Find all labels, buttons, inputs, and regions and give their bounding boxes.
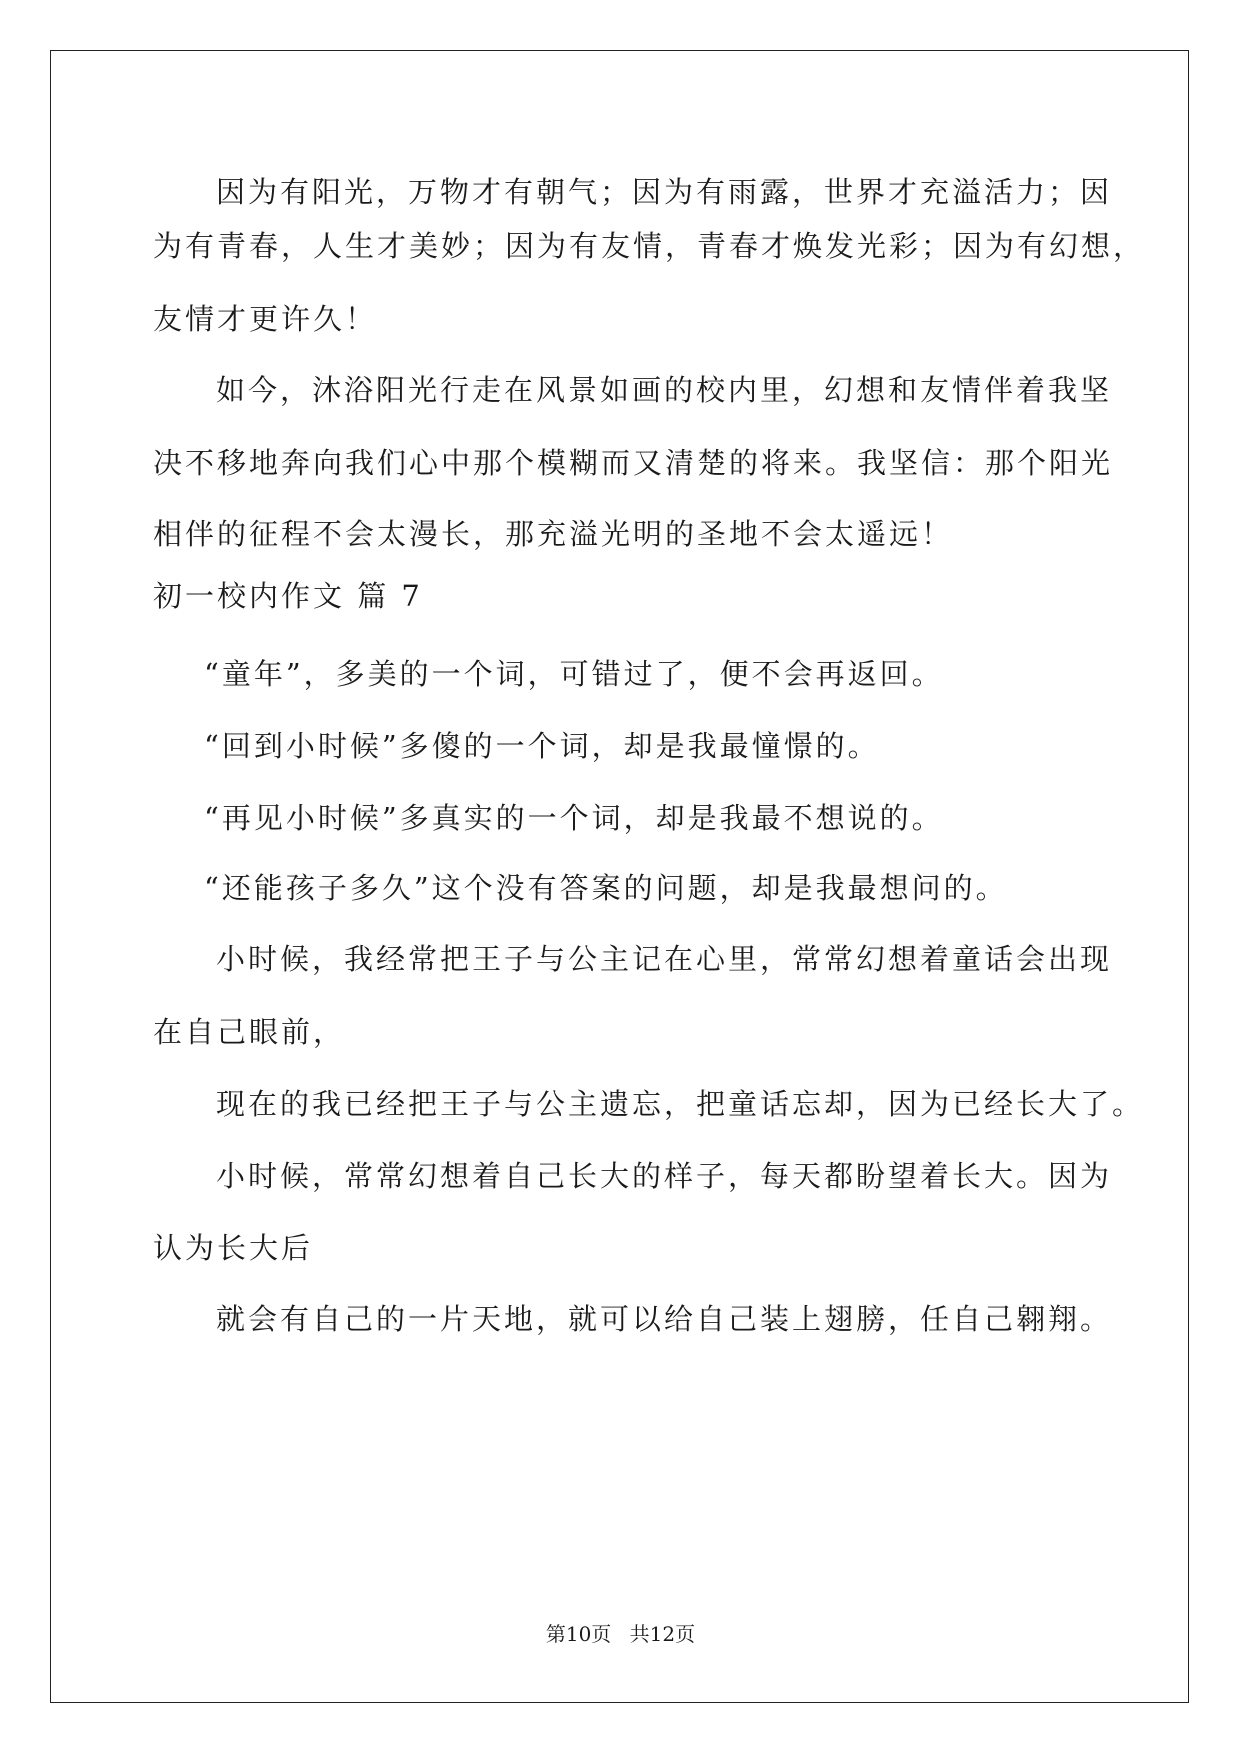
paragraph-line: 小时候，我经常把王子与公主记在心里，常常幻想着童话会出现 bbox=[216, 942, 1113, 976]
paragraph-line: 在自己眼前， bbox=[153, 1015, 346, 1049]
section-heading: 初一校内作文 篇 7 bbox=[153, 579, 423, 613]
paragraph-line: “再见小时候”多真实的一个词，却是我最不想说的。 bbox=[204, 801, 944, 835]
paragraph-line: 因为有阳光，万物才有朝气；因为有雨露，世界才充溢活力；因 bbox=[216, 175, 1113, 209]
paragraph-line: “还能孩子多久”这个没有答案的问题，却是我最想问的。 bbox=[204, 871, 1008, 905]
paragraph-line: 相伴的征程不会太漫长，那充溢光明的圣地不会太遥远！ bbox=[153, 517, 954, 551]
paragraph-line: 现在的我已经把王子与公主遗忘，把童话忘却，因为已经长大了。 bbox=[216, 1087, 1145, 1121]
paragraph-line: 为有青春，人生才美妙；因为有友情，青春才焕发光彩；因为有幻想， bbox=[153, 229, 1146, 263]
total-pages-label: 共12页 bbox=[629, 1622, 696, 1646]
paragraph-line: “回到小时候”多傻的一个词，却是我最憧憬的。 bbox=[204, 729, 880, 763]
paragraph-line: 认为长大后 bbox=[153, 1231, 314, 1265]
paragraph-line: 小时候，常常幻想着自己长大的样子，每天都盼望着长大。因为 bbox=[216, 1159, 1113, 1193]
paragraph-line: 就会有自己的一片天地，就可以给自己装上翅膀，任自己翱翔。 bbox=[216, 1302, 1113, 1336]
paragraph-line: “童年”，多美的一个词，可错过了，便不会再返回。 bbox=[204, 657, 944, 691]
paragraph-line: 决不移地奔向我们心中那个模糊而又清楚的将来。我坚信：那个阳光 bbox=[153, 446, 1114, 480]
current-page-label: 第10页 bbox=[545, 1622, 612, 1646]
paragraph-line: 友情才更许久！ bbox=[153, 302, 378, 336]
paragraph-line: 如今，沐浴阳光行走在风景如画的校内里，幻想和友情伴着我坚 bbox=[216, 373, 1113, 407]
page-footer bbox=[0, 1618, 1241, 1647]
